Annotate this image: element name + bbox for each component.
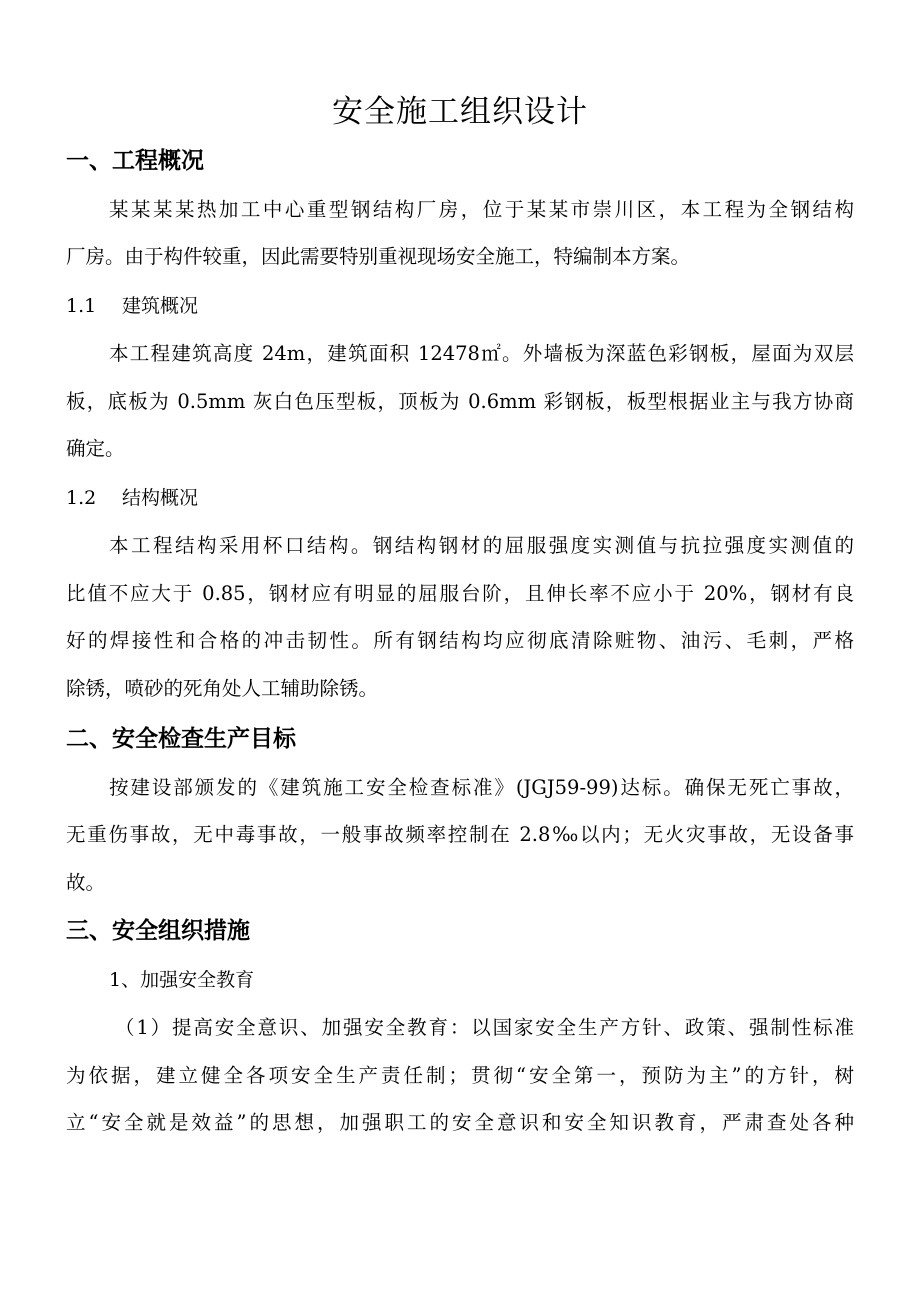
- paragraph-line: 为依据，建立健全各项安全生产责任制；贯彻“安全第一，预防为主”的方针，树: [66, 1064, 854, 1087]
- paragraph-line: 比值不应大于 0.85，钢材应有明显的屈服台阶，且伸长率不应小于 20%，钢材有良: [66, 582, 854, 605]
- paragraph-line: 厂房。由于构件较重，因此需要特别重视现场安全施工，特编制本方案。: [66, 245, 691, 268]
- paragraph-line: 除锈，喷砂的死角处人工辅助除锈。: [66, 677, 379, 700]
- paragraph-line: 好的焊接性和合格的冲击韧性。所有钢结构均应彻底清除赃物、油污、毛刺，严格: [66, 629, 854, 652]
- paragraph-line: 板，底板为 0.5mm 灰白色压型板，顶板为 0.6mm 彩钢板，板型根据业主与我方协商: [66, 390, 854, 413]
- paragraph-line: 立“安全就是效益”的思想，加强职工的安全意识和安全知识教育，严肃查处各种: [66, 1111, 854, 1134]
- subsection-heading-1-1: [66, 291, 198, 321]
- subsection-number: 1.1: [66, 295, 97, 317]
- subsection-heading-1-2: [66, 483, 198, 513]
- subsection-number: 1.2: [66, 487, 97, 509]
- paragraph-line: 故。: [66, 871, 106, 894]
- section-heading-1: 一、工程概况: [66, 148, 204, 174]
- paragraph-line: （1）提高安全意识、加强安全教育：以国家安全生产方针、政策、强制性标准: [115, 1016, 854, 1039]
- subsection-title: 结构概况: [122, 487, 199, 509]
- paragraph-line: 本工程结构采用杯口结构。钢结构钢材的屈服强度实测值与抗拉强度实测值的: [109, 534, 854, 557]
- paragraph-line: 按建设部颁发的《建筑施工安全检查标准》(JGJ59-99)达标。确保无死亡事故，: [109, 776, 854, 799]
- section-heading-3: 三、安全组织措施: [66, 918, 250, 944]
- paragraph-line: 某某某某热加工中心重型钢结构厂房，位于某某市崇川区，本工程为全钢结构: [109, 198, 854, 221]
- paragraph-line: 无重伤事故，无中毒事故，一般事故频率控制在 2.8‰以内；无火灾事故，无设备事: [66, 823, 854, 846]
- paragraph-line: 本工程建筑高度 24m，建筑面积 12478㎡。外墙板为深蓝色彩钢板，屋面为双层: [109, 342, 854, 365]
- subsection-title: 建筑概况: [122, 295, 199, 317]
- list-item-heading: 1、加强安全教育: [109, 969, 255, 991]
- paragraph-line: 确定。: [66, 437, 125, 460]
- section-heading-2: 二、安全检查生产目标: [66, 726, 296, 752]
- document-title: 安全施工组织设计: [332, 94, 588, 130]
